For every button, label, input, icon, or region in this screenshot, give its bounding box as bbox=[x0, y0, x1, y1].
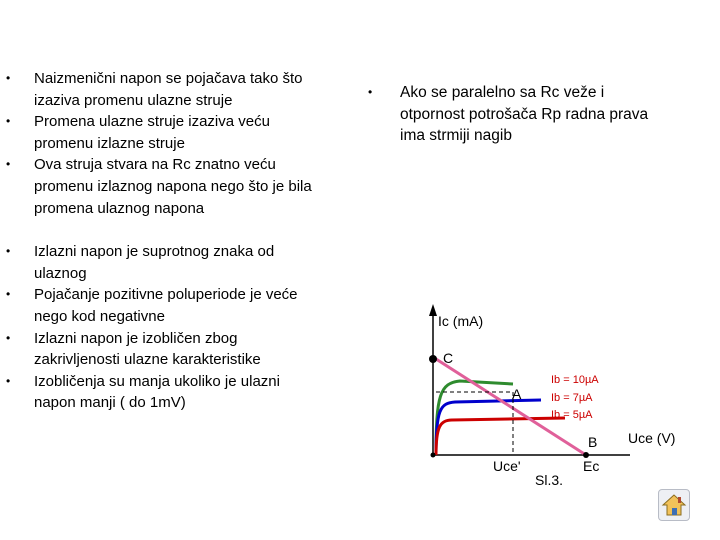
bullet-text: Izlazni napon je suprotnog znaka od ulaznog bbox=[34, 243, 275, 282]
bullet-item: • Pojačanje pozitivne poluperiode je veće nego kod negativne bbox=[6, 286, 298, 325]
bullet-item: • Ova struja stvara na Rc znatno veću promenu izlaznog napona nego što je bila promena ulaznog napona bbox=[6, 156, 312, 217]
origin-dot bbox=[431, 453, 436, 458]
bullet-item: • Ako se paralelno sa Rc veže i otpornost potrošača Rp radna prava ima strmiji nagib bbox=[368, 84, 649, 145]
curve-ib-7 bbox=[436, 400, 541, 455]
uce-prime-label: Uce' bbox=[493, 458, 521, 474]
bullet-item: • Promena ulazne struje izaziva veću promenu izlazne struje bbox=[6, 113, 270, 152]
ib-label-10: Ib = 10µA bbox=[551, 374, 599, 386]
figure-caption: Sl.3. bbox=[535, 472, 564, 488]
x-axis-label: Uce (V) bbox=[628, 430, 676, 446]
bullet-text: Naizmenični napon se pojačava tako što izaziva promenu ulazne struje bbox=[34, 70, 303, 109]
bullet-text: Ako se paralelno sa Rc veže i otpornost potrošača Rp radna prava ima strmiji nagib bbox=[400, 84, 649, 145]
bullet-item: • Izlazni napon je suprotnog znaka od ulaznog bbox=[6, 243, 275, 282]
point-a-label: A bbox=[512, 386, 522, 402]
bullet-text: Ova struja stvara na Rc znatno veću promenu izlaznog napona nego što je bila promena ulaznog napona bbox=[34, 156, 312, 217]
bullet-text: Izlazni napon je izobličen zbog zakrivljenosti ulazne karakteristike bbox=[34, 329, 261, 369]
bullet-text: Promena ulazne struje izaziva veću promenu izlazne struje bbox=[34, 113, 270, 152]
bullet-item: • Naizmenični napon se pojačava tako što izaziva promenu ulazne struje bbox=[6, 70, 303, 109]
ib-label-5: Ib = 5µA bbox=[551, 409, 593, 421]
ec-label: Ec bbox=[583, 458, 600, 474]
bullet-item: • Izlazni napon je izobličen zbog zakrivljenosti ulazne karakteristike bbox=[6, 329, 261, 369]
home-icon bbox=[659, 490, 689, 520]
point-c-label: C bbox=[443, 350, 454, 366]
bullet-item: • Izobličenja su manja ukoliko je ulazni napon manji ( do 1mV) bbox=[6, 372, 280, 412]
y-axis-label: Ic (mA) bbox=[438, 313, 484, 329]
bullet-text: Pojačanje pozitivne poluperiode je veće nego kod negativne bbox=[34, 286, 298, 325]
ib-label-7: Ib = 7µA bbox=[551, 392, 593, 404]
point-c-dot bbox=[429, 355, 437, 363]
y-axis-arrow bbox=[429, 304, 437, 316]
curve-ib-5 bbox=[436, 418, 565, 455]
point-b-label: B bbox=[588, 434, 598, 450]
home-button[interactable] bbox=[658, 489, 690, 521]
bullet-text: Izobličenja su manja ukoliko je ulazni napon manji ( do 1mV) bbox=[34, 372, 280, 412]
